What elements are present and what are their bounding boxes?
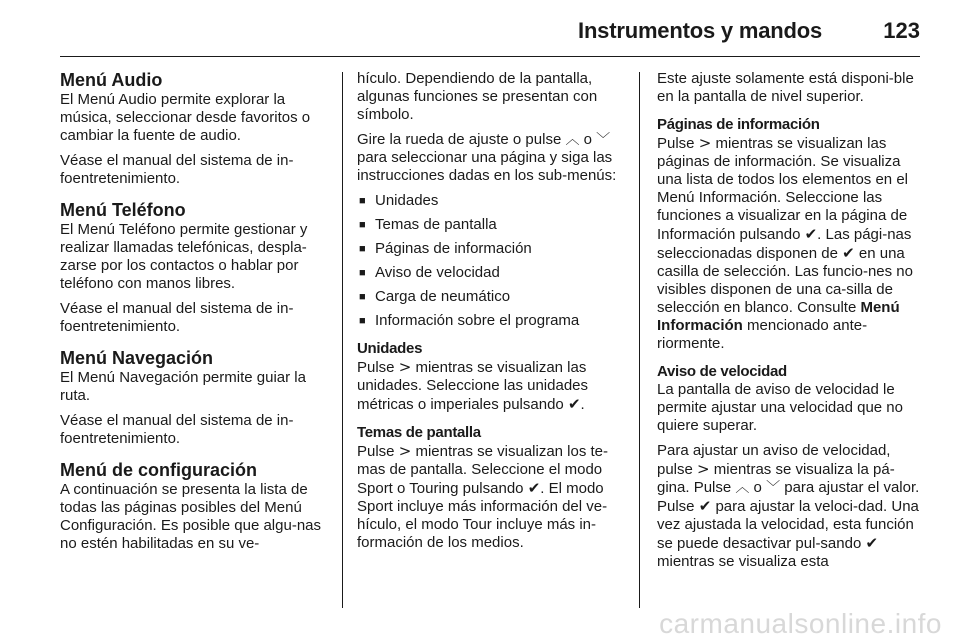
page-header [0,0,960,58]
section-temas [357,424,627,552]
column-3 [657,70,923,583]
heading-temas-de-pantalla: Temas de pantalla [357,424,481,441]
header-rule [60,56,920,57]
list-item: ■ Información sobre el programa [359,312,580,329]
chapter-title: Instrumentos y mandos [578,18,822,43]
chevron-down-icon: ﹀ [766,480,781,496]
check-icon: ✔ [567,395,581,413]
paragraph: Véase el manual del sistema de in-foentretenimiento. [60,412,294,447]
list-item: ■ Temas de pantalla [359,216,497,233]
bullet-icon: ■ [359,267,366,279]
section-audio [60,70,328,188]
section-navegacion [60,348,328,448]
heading-menu-configuracion: Menú de configuración [60,460,258,480]
paragraph: La pantalla de aviso de velocidad le permite ajustar una velocidad que no quiere superar. [657,381,903,434]
chevron-right-icon: > [697,460,710,478]
chevron-up-icon: ︿ [735,480,750,496]
bullet-icon: ■ [359,195,366,207]
section-aviso-velocidad [657,363,923,571]
section-unidades [357,340,627,414]
paragraph: El Menú Navegación permite guiar la ruta. [60,369,306,404]
chevron-right-icon: > [398,442,412,460]
chevron-right-icon: > [398,358,412,376]
bullet-icon: ■ [359,291,366,303]
chevron-right-icon: > [698,134,712,152]
column-divider-2 [639,72,640,608]
settings-pages-list [357,192,627,330]
heading-menu-navegacion: Menú Navegación [60,348,214,368]
chevron-up-icon: ︿ [565,132,580,148]
heading-aviso-de-velocidad: Aviso de velocidad [657,363,787,380]
section-configuracion [60,460,328,553]
bullet-icon: ■ [359,315,366,327]
list-item: ■ Unidades [359,192,439,209]
bullet-icon: ■ [359,243,366,255]
paragraph: Para ajustar un aviso de velocidad, pulse > mientras se visualiza la pá-gina. Pulse ︿ o ﹀ para ajustar el valor. Pulse ✔ para ajustar la veloci-dad. Una vez ajustada la velocidad, esta función se puede desactivar pul-sando ✔ mientras se visualiza esta [657,442,920,570]
check-icon: ✔ [865,534,879,552]
heading-paginas-de-informacion: Páginas de información [657,116,820,133]
paragraph: El Menú Teléfono permite gestionar y realizar llamadas telefónicas, despla-zarse por los contactos o hablar por teléfono con manos libres. [60,221,308,292]
column-divider-1 [342,72,343,608]
list-item: ■ Páginas de información [359,240,532,257]
column-1 [60,70,328,565]
paragraph: hículo. Dependiendo de la pantalla, algunas funciones se presentan con símbolo. [357,70,598,123]
paragraph: Véase el manual del sistema de in-foentretenimiento. [60,152,294,187]
paragraph: El Menú Audio permite explorar la música, seleccionar desde favoritos o cambiar la fuente de audio. [60,91,311,144]
check-icon: ✔ [842,244,855,262]
paragraph: Pulse > mientras se visualizan las páginas de información. Se visualiza una lista de todos los elementos en el Menú Información. Seleccione las funciones a visualizar en la página de Información pulsando ✔. Las pági-nas seleccionadas disponen de ✔ en una casilla de selección. Las funcio-nes no visibles disponen de una ca-silla de selección en blanco. Consulte Menú Información mencionado ante-riormente. [657,134,913,352]
list-item: ■ Carga de neumático [359,288,511,305]
heading-menu-audio: Menú Audio [60,70,163,90]
paragraph: A continuación se presenta la lista de todas las páginas posibles del Menú Configuración. Es posible que algu-nas no estén habilitadas en su ve- [60,481,321,552]
heading-menu-telefono: Menú Teléfono [60,200,186,220]
paragraph: Véase el manual del sistema de in-foentretenimiento. [60,300,294,335]
watermark: carmanualsonline.info [659,608,942,639]
paragraph: Gire la rueda de ajuste o pulse ︿ o ﹀ para seleccionar una página y siga las instrucciones dadas en los sub-menús: [357,131,617,184]
check-icon: ✔ [698,497,712,515]
section-telefono [60,200,328,336]
section-paginas-informacion [657,116,923,353]
chevron-down-icon: ﹀ [596,132,611,148]
column-2 [357,70,627,564]
menu-informacion-reference: Menú Información [657,299,900,334]
check-icon: ✔ [804,225,818,243]
bullet-icon: ■ [359,219,366,231]
paragraph: Pulse > mientras se visualizan las unidades. Seleccione las unidades métricas o imperiales pulsando ✔. [357,358,588,413]
paragraph: Este ajuste solamente está disponi-ble en la pantalla de nivel superior. [657,70,914,105]
paragraph: Pulse > mientras se visualizan los te-mas de pantalla. Seleccione el modo Sport o Touring pulsando ✔. El modo Sport incluye más información del ve-hículo, el modo Tour incluye más in-formación de los medios. [357,442,609,551]
list-item: ■ Aviso de velocidad [359,264,500,281]
check-icon: ✔ [527,479,541,497]
page-number: 123 [883,18,920,43]
heading-unidades: Unidades [357,340,423,357]
